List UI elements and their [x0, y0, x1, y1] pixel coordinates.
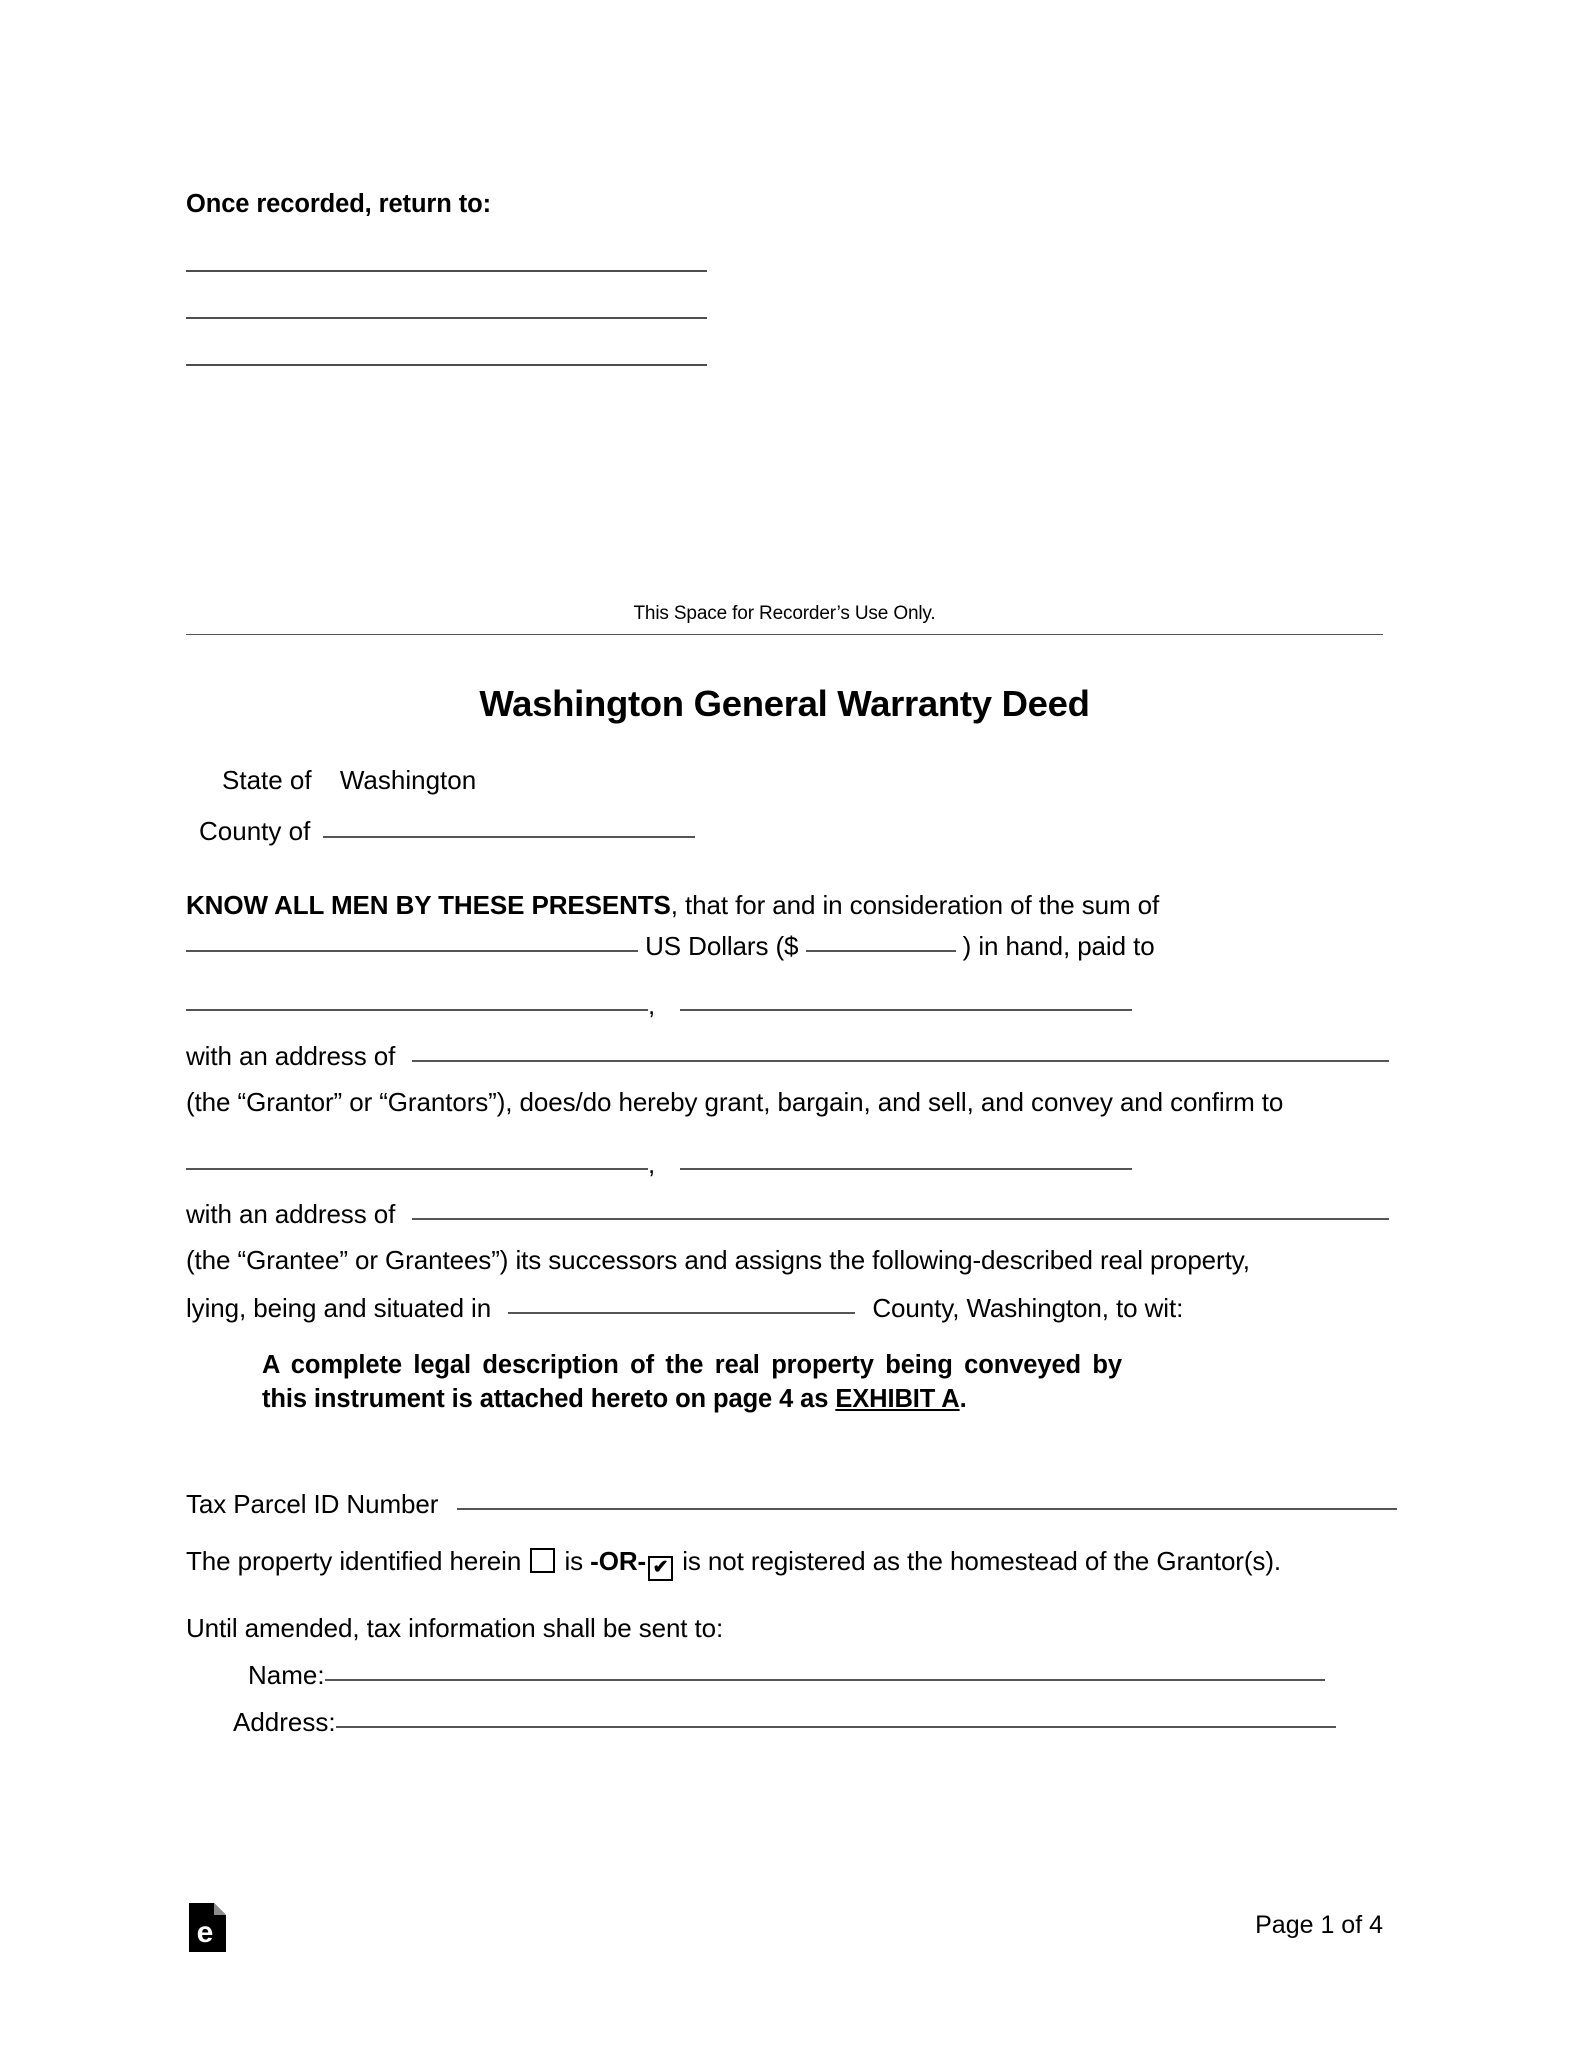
page-content	[186, 0, 1383, 2048]
page-number: Page 1 of 4	[1255, 1911, 1383, 1939]
sum-words-input-line[interactable]	[186, 950, 638, 952]
sum-amount-input-line[interactable]	[806, 950, 956, 952]
homestead-is-not-checkbox[interactable]	[648, 1556, 673, 1581]
grantee-name-input-line-2[interactable]	[680, 1168, 1132, 1170]
consideration-sum-line	[186, 931, 1155, 962]
grantee-name-comma: ,	[648, 1149, 656, 1179]
exhibit-a-link: EXHIBIT A	[835, 1384, 960, 1413]
grantor-address-input-line[interactable]	[412, 1060, 1389, 1062]
tax-name-input-line[interactable]	[325, 1679, 1325, 1681]
homestead-is-label: is	[564, 1546, 584, 1576]
exhibit-a-notice	[262, 1349, 1122, 1416]
tax-address-label: Address:	[233, 1707, 336, 1737]
recorder-use-note: This Space for Recorder’s Use Only.	[633, 603, 936, 624]
grantor-address-label: with an address of	[186, 1041, 396, 1071]
us-dollars-label: US Dollars ($	[645, 931, 799, 961]
county-input-line[interactable]	[323, 836, 695, 838]
exhibit-a-text: A complete legal description of the real property being conveyed by this instrument is attached hereto on page 4 as	[262, 1351, 1122, 1413]
tax-name-row	[248, 1660, 1325, 1691]
state-row	[222, 765, 476, 796]
know-all-men-rest: , that for and in consideration of the sum of	[670, 890, 1160, 920]
return-address-line-1[interactable]	[186, 270, 707, 272]
tax-name-label: Name:	[248, 1660, 325, 1690]
in-hand-paid-to-label: ) in hand, paid to	[962, 931, 1155, 961]
lying-prefix-label: lying, being and situated in	[186, 1293, 492, 1323]
lying-suffix-label: County, Washington, to wit:	[872, 1293, 1184, 1323]
tax-address-input-line[interactable]	[336, 1726, 1336, 1728]
eforms-logo-icon	[189, 1903, 226, 1952]
know-all-men-bold: KNOW ALL MEN BY THESE PRESENTS	[186, 890, 671, 920]
county-property-input-line[interactable]	[508, 1312, 855, 1314]
grantee-name-line	[186, 1149, 1132, 1180]
tax-parcel-line	[186, 1489, 1397, 1520]
until-amended-line: Until amended, tax information shall be sent to:	[186, 1613, 724, 1643]
grantor-address-line	[186, 1041, 1389, 1072]
grantee-address-input-line[interactable]	[412, 1218, 1389, 1220]
state-label: State of	[222, 765, 312, 795]
lying-situated-line	[186, 1293, 1183, 1324]
tax-parcel-label: Tax Parcel ID Number	[186, 1489, 439, 1519]
grantee-address-line	[186, 1199, 1389, 1230]
grantee-address-label: with an address of	[186, 1199, 396, 1229]
grantor-name-input-line-2[interactable]	[680, 1009, 1132, 1011]
grantee-definition-line: (the “Grantee” or Grantees”) its successors and assigns the following-described real property,	[186, 1245, 1250, 1275]
recorder-divider	[186, 634, 1383, 635]
svg-text:e: e	[196, 1916, 214, 1949]
state-value: Washington	[339, 765, 477, 795]
grantee-name-input-line-1[interactable]	[186, 1168, 648, 1170]
return-address-line-2[interactable]	[186, 317, 707, 319]
grantor-name-line	[186, 990, 1132, 1021]
tax-address-row	[233, 1707, 1336, 1738]
homestead-suffix-label: is not registered as the homestead of the Grantor(s).	[682, 1546, 1282, 1576]
homestead-prefix-label: The property identified herein	[186, 1546, 522, 1576]
grantor-name-input-line-1[interactable]	[186, 1009, 648, 1011]
tax-parcel-input-line[interactable]	[457, 1508, 1397, 1510]
return-address-line-3[interactable]	[186, 364, 707, 366]
return-to-label: Once recorded, return to:	[186, 190, 491, 218]
know-all-men-line	[186, 890, 1159, 921]
grantor-definition-line: (the “Grantor” or “Grantors”), does/do hereby grant, bargain, and sell, and convey and confirm to	[186, 1087, 1284, 1117]
exhibit-a-period: .	[959, 1384, 967, 1413]
grantor-name-comma: ,	[648, 990, 656, 1020]
homestead-line	[186, 1545, 1281, 1578]
page-title: Washington General Warranty Deed	[479, 683, 1090, 724]
homestead-is-checkbox[interactable]	[530, 1548, 555, 1573]
county-row	[199, 816, 695, 847]
homestead-or-label: -OR-	[590, 1546, 647, 1576]
county-label: County of	[199, 816, 311, 846]
